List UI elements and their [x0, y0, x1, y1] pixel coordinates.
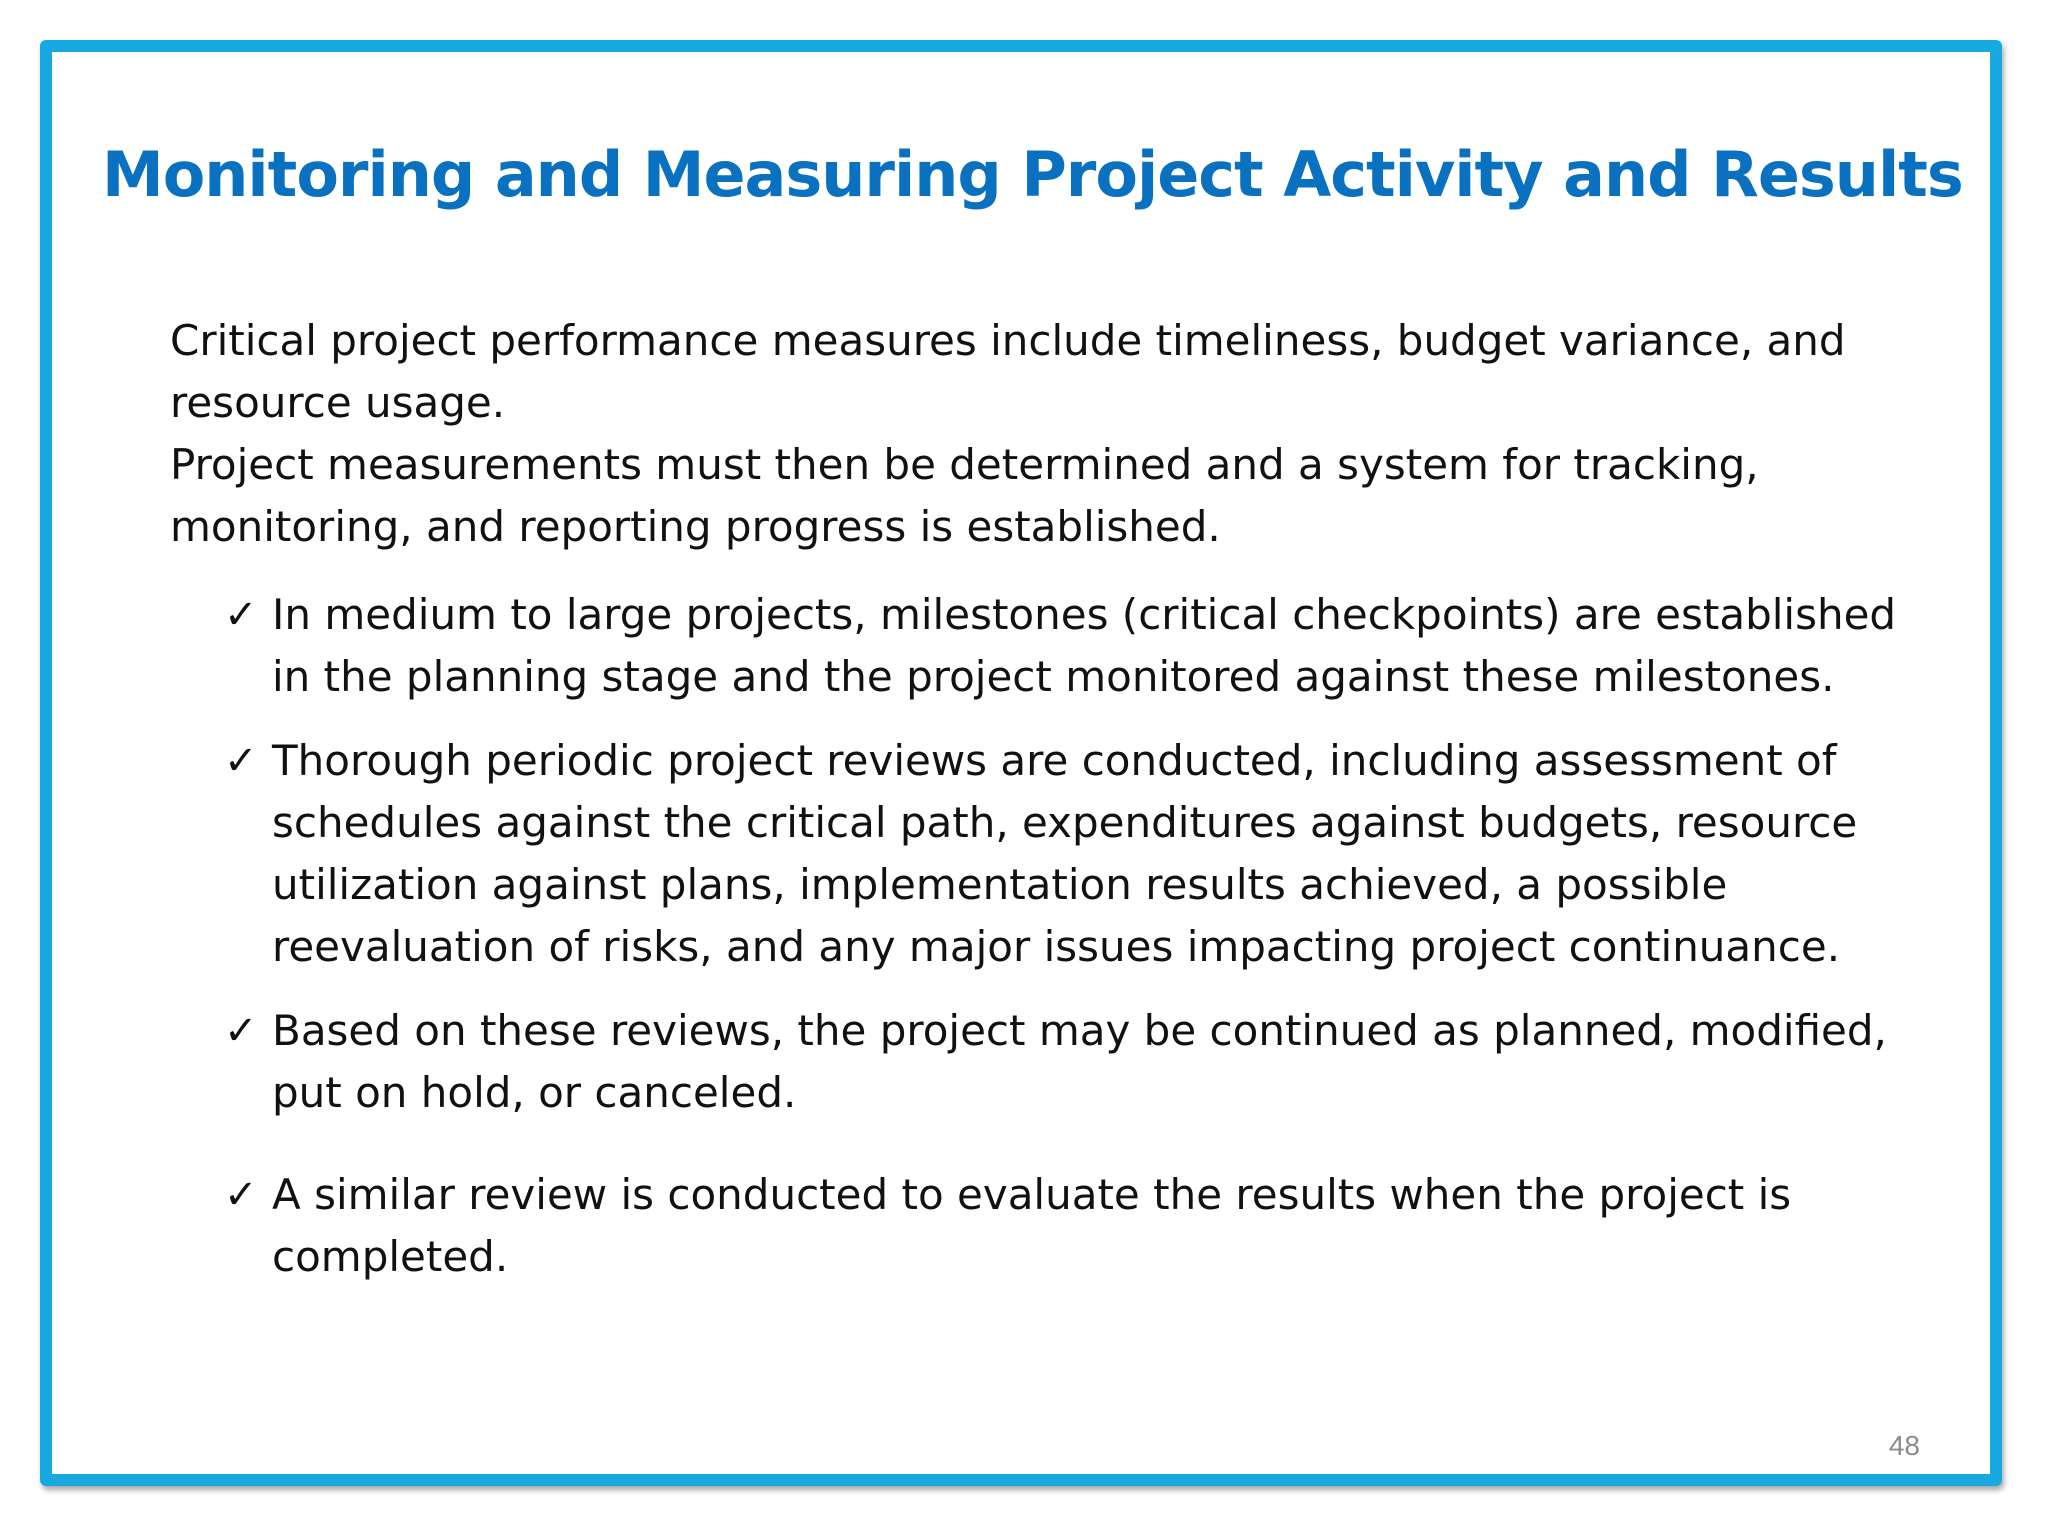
bullet-text-2: Thorough periodic project reviews are conducted, including assessment of schedules against the critical path, expenditures against budgets, resource utilization against plans, implementation results achieved, a possible reevaluation of risks, and any major issues impacting project continuance. [272, 736, 1858, 971]
bullet-text-4: A similar review is conducted to evaluate the results when the project is completed. [272, 1170, 1792, 1281]
intro-paragraph-1: Critical project performance measures include timeliness, budget variance, and resource usage. [170, 316, 1846, 427]
checkmark-icon: ✓ [224, 1008, 258, 1054]
bullet-item-3 [224, 1000, 1924, 1124]
slide-frame [40, 40, 2002, 1486]
bullet-item-4 [224, 1164, 1924, 1288]
page-number: 48 [1888, 1430, 1920, 1461]
slide-title: Monitoring and Measuring Project Activity and Results [102, 138, 1963, 211]
checkmark-icon: ✓ [224, 738, 258, 784]
intro-paragraph-2: Project measurements must then be determined and a system for tracking, monitoring, and reporting progress is established. [170, 440, 1759, 551]
bullet-item-1 [224, 584, 1924, 708]
checkmark-icon: ✓ [224, 1172, 258, 1218]
bullet-item-2 [224, 730, 1924, 978]
bullet-text-1: In medium to large projects, milestones (critical checkpoints) are established in the planning stage and the project monitored against these milestones. [272, 590, 1897, 701]
bullet-text-3: Based on these reviews, the project may be continued as planned, modified, put on hold, or canceled. [272, 1006, 1887, 1117]
checkmark-icon: ✓ [224, 592, 258, 638]
intro-text [170, 310, 1930, 558]
